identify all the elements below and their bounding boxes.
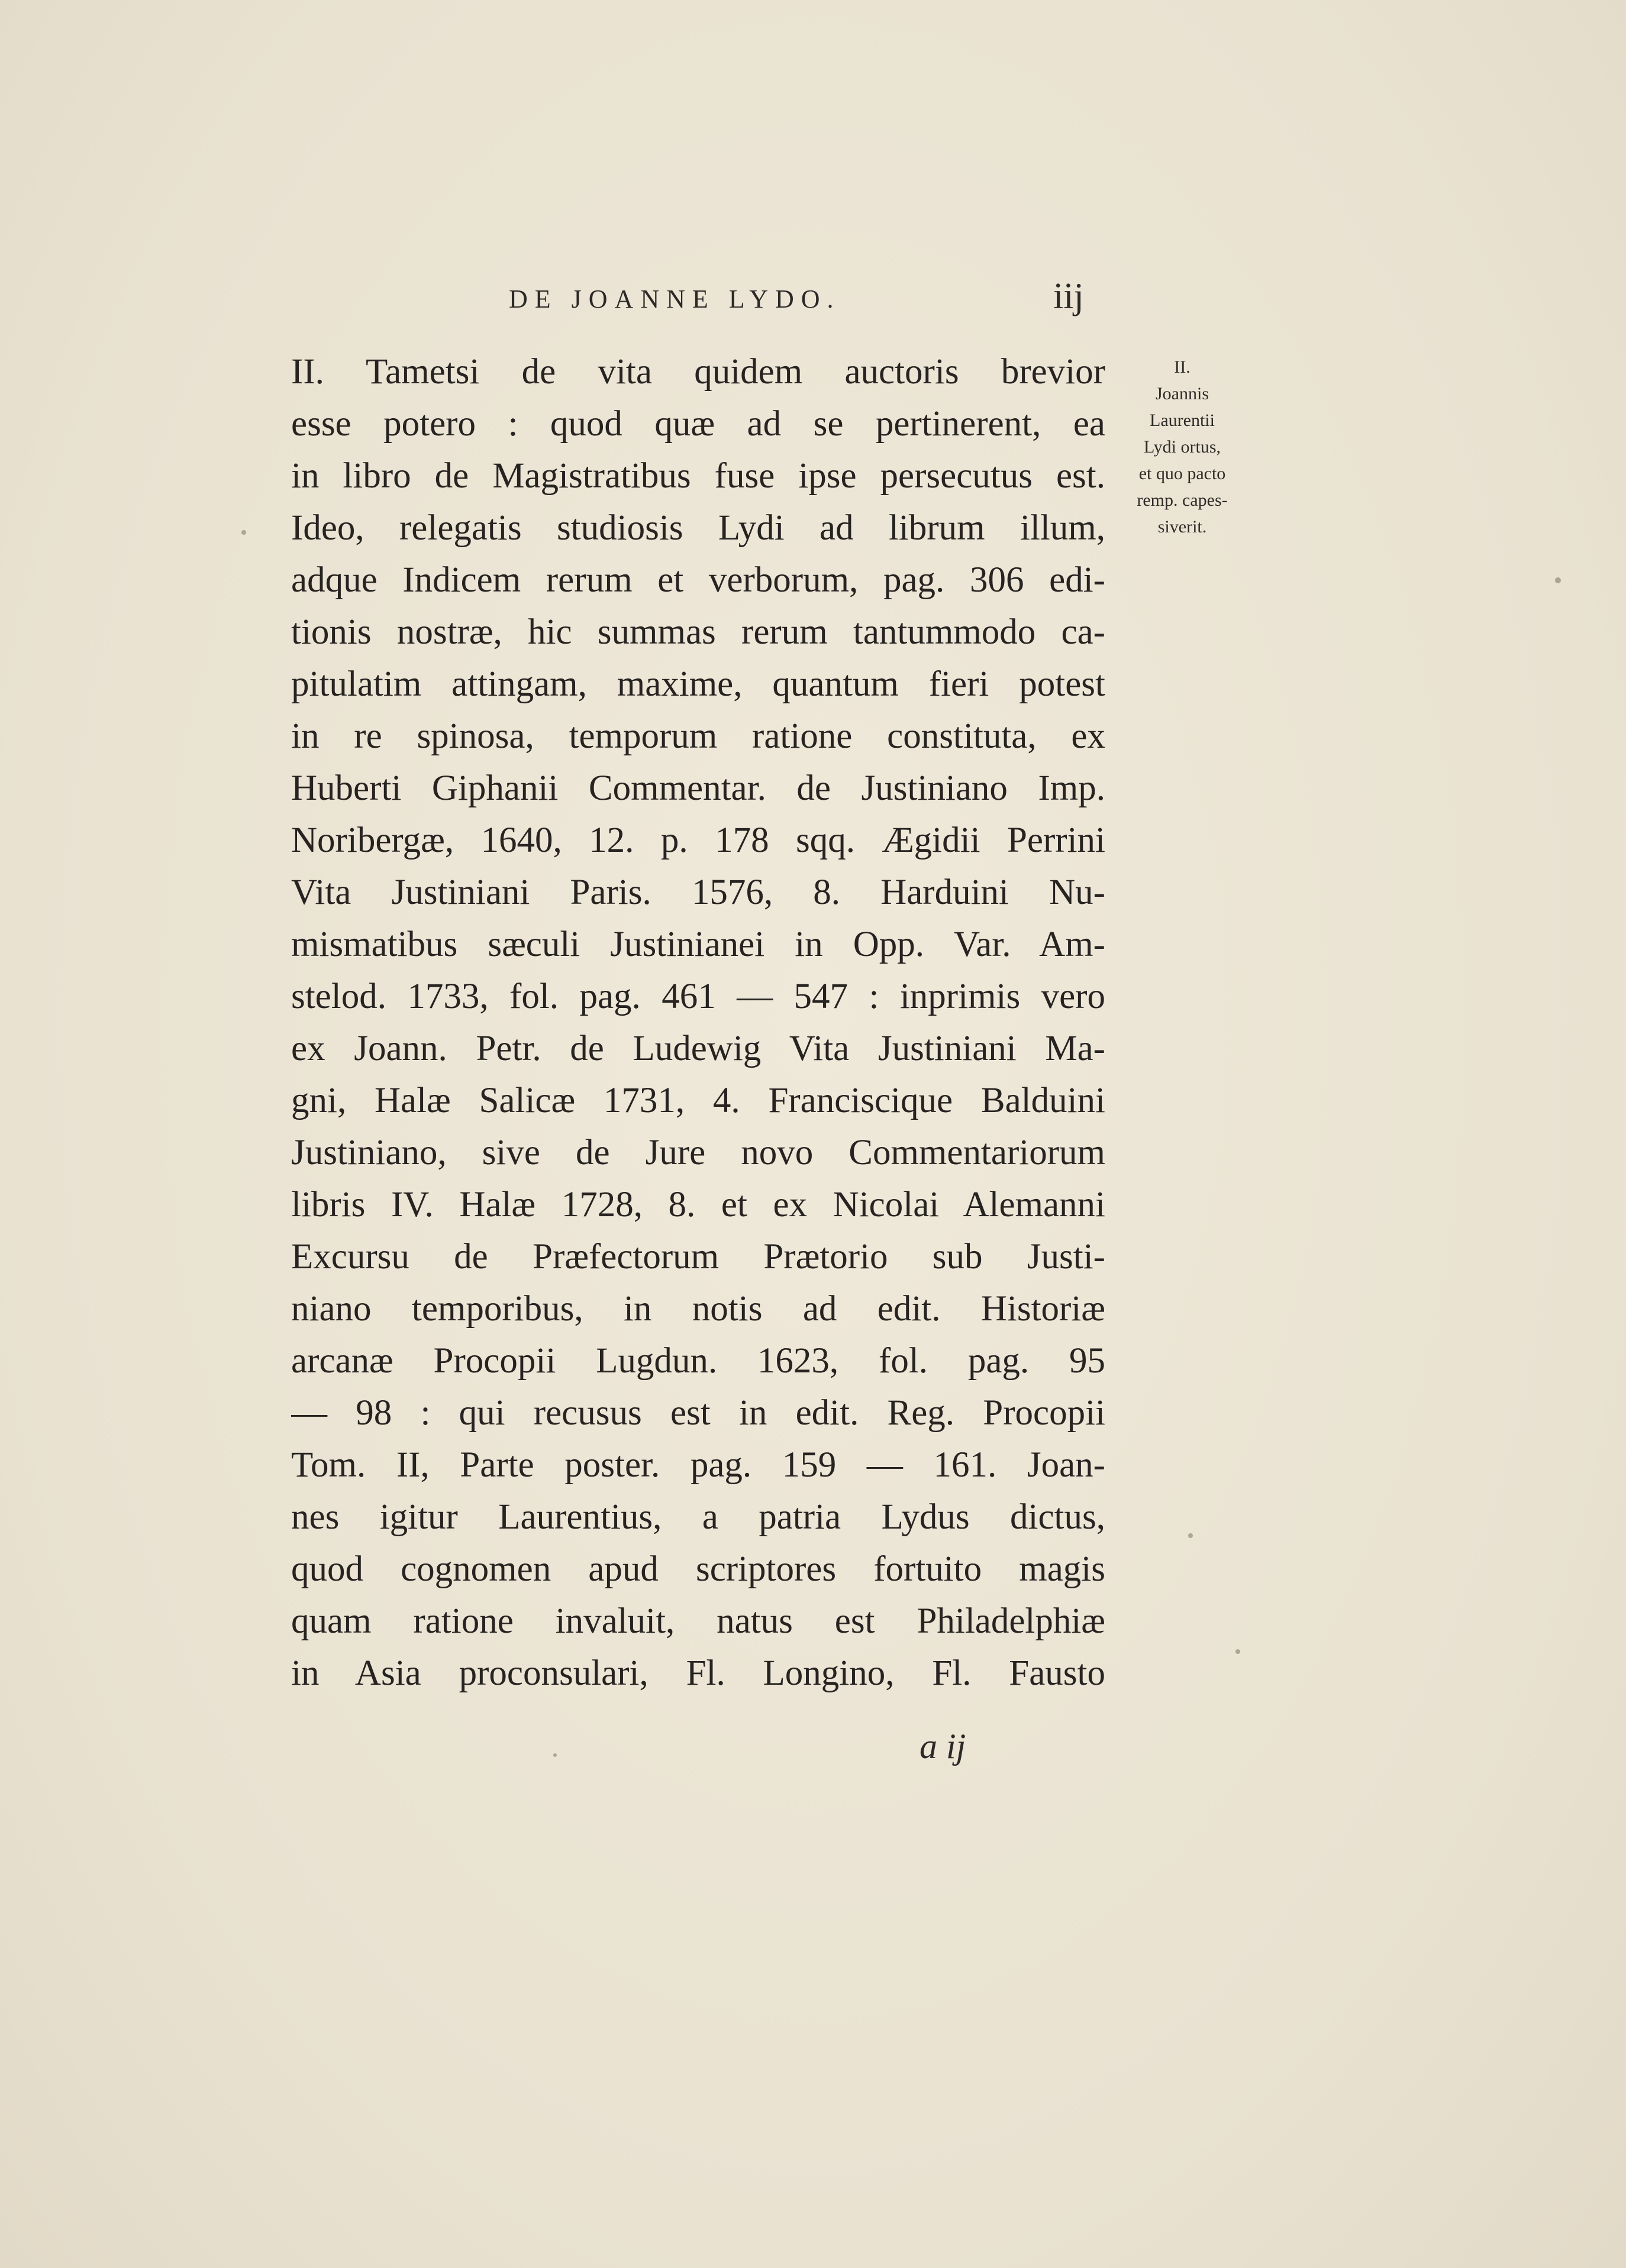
text-line: nes igitur Laurentius, a patria Lydus dictus, — [291, 1497, 1105, 1537]
text-line: in re spinosa, temporum ratione constituta, ex — [291, 716, 1105, 756]
signature-mark: a ij — [920, 1727, 966, 1766]
marginal-note-line: et quo pacto — [1138, 464, 1226, 483]
marginal-note-line: Laurentii — [1150, 411, 1215, 430]
text-line: in libro de Magistratibus fuse ipse persecutus est. — [291, 456, 1105, 496]
text-line: libris IV. Halæ 1728, 8. et ex Nicolai Alemanni — [291, 1185, 1105, 1225]
marginal-note-line: remp. capes- — [1137, 490, 1228, 510]
text-line: esse potero : quod quæ ad se pertinerent, ea — [291, 404, 1105, 444]
text-line: II. Tametsi de vita quidem auctoris brevior — [291, 352, 1105, 392]
text-line: niano temporibus, in notis ad edit. Historiæ — [291, 1289, 1105, 1329]
text-line: Noribergæ, 1640, 12. p. 178 sqq. Ægidii Perrini — [291, 820, 1105, 860]
text-line: Justiniano, sive de Jure novo Commentariorum — [291, 1133, 1105, 1172]
paper-speck — [1235, 1649, 1240, 1654]
text-line: in Asia proconsulari, Fl. Longino, Fl. Fausto — [291, 1653, 1105, 1693]
text-line: quam ratione invaluit, natus est Philadelphiæ — [291, 1601, 1105, 1641]
marginal-note — [1111, 354, 1253, 540]
text-line: Vita Justiniani Paris. 1576, 8. Harduini Nu- — [291, 873, 1105, 912]
text-line: pitulatim attingam, maxime, quantum fieri potest — [291, 664, 1105, 704]
paper-speck — [241, 530, 246, 535]
text-line: tionis nostræ, hic summas rerum tantummodo ca- — [291, 612, 1105, 652]
text-line: arcanæ Procopii Lugdun. 1623, fol. pag. 95 — [291, 1341, 1105, 1381]
text-line: Ideo, relegatis studiosis Lydi ad librum illum, — [291, 508, 1105, 548]
text-line: Tom. II, Parte poster. pag. 159 — 161. Joan- — [291, 1445, 1105, 1485]
text-line: adque Indicem rerum et verborum, pag. 306 edi- — [291, 560, 1105, 600]
paper-speck — [553, 1753, 557, 1757]
text-line: stelod. 1733, fol. pag. 461 — 547 : inprimis vero — [291, 977, 1105, 1016]
text-line: gni, Halæ Salicæ 1731, 4. Franciscique Balduini — [291, 1081, 1105, 1120]
page-number: iij — [1053, 276, 1084, 316]
marginal-note-line: Lydi ortus, — [1143, 437, 1221, 457]
paper-speck — [1188, 1533, 1193, 1538]
running-head: DE JOANNE LYDO. — [509, 285, 841, 314]
text-line: quod cognomen apud scriptores fortuito magis — [291, 1549, 1105, 1589]
text-line: ex Joann. Petr. de Ludewig Vita Justiniani Ma- — [291, 1029, 1105, 1068]
text-line: mismatibus sæculi Justinianei in Opp. Var. Am- — [291, 925, 1105, 964]
paper-speck — [1555, 577, 1561, 583]
marginal-note-line: Joannis — [1156, 384, 1209, 403]
body-text — [291, 346, 1105, 1700]
text-line: — 98 : qui recusus est in edit. Reg. Procopii — [291, 1393, 1105, 1433]
marginal-note-line: II. — [1174, 357, 1191, 377]
marginal-note-line: siverit. — [1157, 517, 1207, 537]
text-line: Huberti Giphanii Commentar. de Justiniano Imp. — [291, 768, 1105, 808]
text-line: Excursu de Præfectorum Prætorio sub Justi- — [291, 1237, 1105, 1277]
